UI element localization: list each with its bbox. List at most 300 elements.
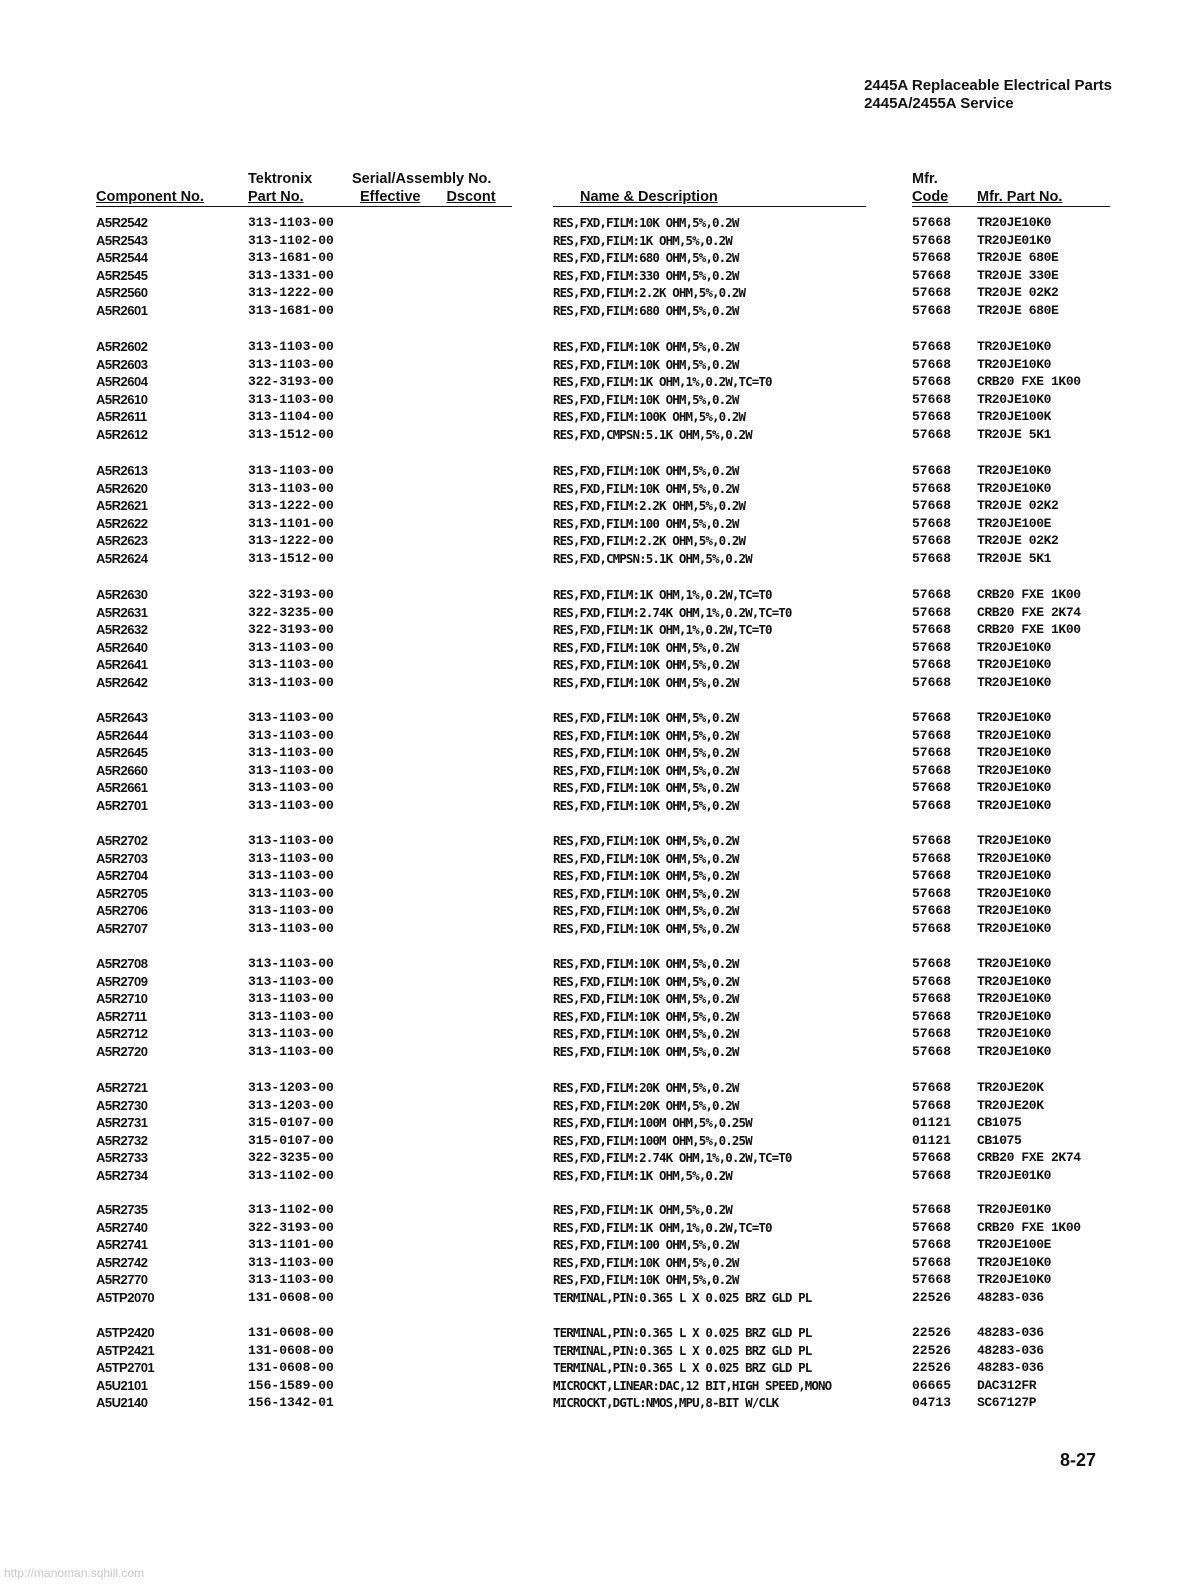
name-description: RES,FXD,FILM:10K OHM,5%,0.2W (553, 1272, 739, 1288)
parts-group (0, 462, 1200, 568)
table-row (0, 832, 1200, 850)
component-no: A5R2741 (96, 1237, 148, 1253)
tektronix-part-no: 322-3193-00 (248, 1219, 334, 1235)
mfr-code: 57668 (912, 339, 952, 354)
tektronix-part-no: 313-1103-00 (248, 1254, 334, 1270)
tektronix-part-no: 313-1203-00 (248, 1080, 334, 1095)
table-row (0, 1149, 1200, 1167)
mfr-code: 57668 (912, 285, 952, 301)
component-no: A5R2544 (96, 250, 148, 266)
mfr-code: 57668 (912, 232, 952, 248)
col-mfr-code: Mfr. Code (912, 171, 949, 205)
mfr-part-no: TR20JE10K0 (977, 639, 1052, 655)
mfr-part-no: TR20JE10K0 (977, 480, 1052, 496)
component-no: A5R2644 (96, 727, 148, 743)
table-row (0, 867, 1200, 885)
tektronix-part-no: 315-0107-00 (248, 1132, 334, 1148)
name-description: RES,FXD,FILM:330 OHM,5%,0.2W (553, 267, 739, 283)
tektronix-part-no: 313-1103-00 (248, 710, 334, 725)
name-description: RES,FXD,FILM:1K OHM,1%,0.2W,TC=T0 (553, 1219, 772, 1235)
parts-group (0, 832, 1200, 938)
table-row (0, 797, 1200, 815)
table-row (0, 1079, 1200, 1097)
mfr-code: 57668 (912, 1202, 952, 1217)
name-description: MICROCKT,LINEAR:DAC,12 BIT,HIGH SPEED,MONO (553, 1377, 832, 1393)
mfr-code: 57668 (912, 850, 952, 866)
mfr-code: 22526 (912, 1342, 952, 1358)
mfr-code: 57668 (912, 391, 952, 407)
mfr-part-no: TR20JE10K0 (977, 1008, 1052, 1024)
tektronix-part-no: 313-1103-00 (248, 391, 334, 407)
tektronix-part-no: 131-0608-00 (248, 1325, 334, 1340)
table-row (0, 1271, 1200, 1289)
component-no: A5R2705 (96, 885, 148, 901)
table-row (0, 1008, 1200, 1026)
header-subtitle: 2445A/2455A Service (864, 95, 1014, 112)
tektronix-part-no: 313-1681-00 (248, 302, 334, 318)
mfr-part-no: 48283-036 (977, 1360, 1044, 1376)
component-no: A5U2101 (96, 1377, 148, 1393)
component-no: A5R2610 (96, 391, 148, 407)
component-no: A5R2734 (96, 1167, 148, 1183)
name-description: RES,FXD,FILM:10K OHM,5%,0.2W (553, 991, 739, 1007)
tektronix-part-no: 313-1103-00 (248, 674, 334, 690)
name-description: RES,FXD,FILM:2.2K OHM,5%,0.2W (553, 498, 746, 514)
mfr-part-no: TR20JE10K0 (977, 1272, 1052, 1288)
tektronix-part-no: 313-1103-00 (248, 1026, 334, 1042)
mfr-part-no: TR20JE10K0 (977, 1026, 1052, 1042)
parts-group (0, 709, 1200, 815)
tektronix-part-no: 313-1103-00 (248, 1043, 334, 1059)
component-no: A5R2542 (96, 215, 148, 230)
tektronix-part-no: 313-1102-00 (248, 1202, 334, 1217)
col-name-description: Name & Description (580, 189, 718, 205)
table-row (0, 1254, 1200, 1272)
tektronix-part-no: 313-1203-00 (248, 1097, 334, 1113)
tektronix-part-no: 322-3193-00 (248, 622, 334, 638)
mfr-part-no: TR20JE 680E (977, 302, 1059, 318)
mfr-part-no: CRB20 FXE 2K74 (977, 1150, 1081, 1166)
table-row (0, 373, 1200, 391)
table-row (0, 1201, 1200, 1219)
mfr-code: 57668 (912, 1150, 952, 1166)
name-description: RES,FXD,FILM:10K OHM,5%,0.2W (553, 639, 739, 655)
tektronix-part-no: 313-1103-00 (248, 973, 334, 989)
table-row (0, 284, 1200, 302)
mfr-part-no: TR20JE10K0 (977, 710, 1052, 725)
mfr-part-no: TR20JE10K0 (977, 903, 1052, 919)
component-no: A5TP2420 (96, 1325, 155, 1340)
parts-group (0, 338, 1200, 444)
tektronix-part-no: 156-1342-01 (248, 1395, 334, 1411)
tektronix-part-no: 313-1103-00 (248, 833, 334, 848)
mfr-code: 57668 (912, 250, 952, 266)
name-description: RES,FXD,FILM:680 OHM,5%,0.2W (553, 250, 739, 266)
name-description: RES,FXD,FILM:2.74K OHM,1%,0.2W,TC=T0 (553, 1150, 792, 1166)
mfr-code: 22526 (912, 1360, 952, 1376)
component-no: A5R2770 (96, 1272, 148, 1288)
name-description: TERMINAL,PIN:0.365 L X 0.025 BRZ GLD PL (553, 1360, 812, 1376)
component-no: A5R2701 (96, 797, 148, 813)
component-no: A5R2560 (96, 285, 148, 301)
mfr-code: 57668 (912, 1026, 952, 1042)
name-description: RES,FXD,FILM:10K OHM,5%,0.2W (553, 1254, 739, 1270)
component-no: A5TP2701 (96, 1360, 155, 1376)
table-row (0, 550, 1200, 568)
mfr-part-no: CRB20 FXE 1K00 (977, 1219, 1081, 1235)
name-description: RES,FXD,FILM:10K OHM,5%,0.2W (553, 956, 739, 971)
mfr-part-no: TR20JE10K0 (977, 339, 1052, 354)
parts-group (0, 1201, 1200, 1307)
mfr-part-no: TR20JE10K0 (977, 833, 1052, 848)
component-no: A5R2740 (96, 1219, 148, 1235)
component-no: A5R2709 (96, 973, 148, 989)
table-row (0, 586, 1200, 604)
component-no: A5R2603 (96, 356, 148, 372)
name-description: RES,FXD,FILM:10K OHM,5%,0.2W (553, 973, 739, 989)
tektronix-part-no: 313-1103-00 (248, 657, 334, 673)
name-description: RES,FXD,FILM:10K OHM,5%,0.2W (553, 391, 739, 407)
mfr-code: 57668 (912, 903, 952, 919)
mfr-part-no: TR20JE10K0 (977, 797, 1052, 813)
mfr-part-no: TR20JE 02K2 (977, 498, 1059, 514)
name-description: RES,FXD,FILM:10K OHM,5%,0.2W (553, 657, 739, 673)
mfr-code: 57668 (912, 1237, 952, 1253)
tektronix-part-no: 313-1103-00 (248, 903, 334, 919)
name-description: RES,FXD,FILM:10K OHM,5%,0.2W (553, 1026, 739, 1042)
table-row (0, 232, 1200, 250)
mfr-part-no: TR20JE10K0 (977, 356, 1052, 372)
tektronix-part-no: 313-1681-00 (248, 250, 334, 266)
name-description: RES,FXD,FILM:2.74K OHM,1%,0.2W,TC=T0 (553, 604, 792, 620)
mfr-part-no: SC67127P (977, 1395, 1037, 1411)
mfr-part-no: TR20JE01K0 (977, 1167, 1052, 1183)
mfr-part-no: TR20JE10K0 (977, 762, 1052, 778)
mfr-part-no: TR20JE10K0 (977, 1254, 1052, 1270)
mfr-part-no: 48283-036 (977, 1325, 1044, 1340)
mfr-code: 04713 (912, 1395, 952, 1411)
tektronix-part-no: 313-1103-00 (248, 780, 334, 796)
table-row (0, 955, 1200, 973)
tektronix-part-no: 313-1103-00 (248, 956, 334, 971)
mfr-part-no: TR20JE10K0 (977, 1043, 1052, 1059)
component-no: A5R2611 (96, 409, 147, 425)
mfr-part-no: TR20JE10K0 (977, 868, 1052, 884)
mfr-part-no: TR20JE10K0 (977, 391, 1052, 407)
col-serial: Serial/Assembly No. Effective Dscont (352, 171, 496, 205)
name-description: RES,FXD,FILM:10K OHM,5%,0.2W (553, 833, 739, 848)
header-title: 2445A Replaceable Electrical Parts (864, 77, 1112, 94)
table-row (0, 249, 1200, 267)
name-description: RES,FXD,FILM:680 OHM,5%,0.2W (553, 302, 739, 318)
name-description: RES,FXD,FILM:10K OHM,5%,0.2W (553, 463, 739, 478)
table-row (0, 990, 1200, 1008)
component-no: A5R2721 (96, 1080, 148, 1095)
mfr-code: 57668 (912, 409, 952, 425)
mfr-code: 22526 (912, 1289, 952, 1305)
name-description: RES,FXD,FILM:10K OHM,5%,0.2W (553, 780, 739, 796)
mfr-code: 57668 (912, 1272, 952, 1288)
table-row (0, 604, 1200, 622)
component-no: A5R2623 (96, 533, 148, 549)
mfr-code: 57668 (912, 374, 952, 390)
name-description: RES,FXD,FILM:10K OHM,5%,0.2W (553, 745, 739, 761)
table-row (0, 462, 1200, 480)
name-description: RES,FXD,FILM:10K OHM,5%,0.2W (553, 710, 739, 725)
name-description: RES,FXD,FILM:10K OHM,5%,0.2W (553, 1043, 739, 1059)
name-description: RES,FXD,FILM:10K OHM,5%,0.2W (553, 850, 739, 866)
parts-group (0, 1079, 1200, 1185)
parts-group (0, 1324, 1200, 1412)
tektronix-part-no: 313-1101-00 (248, 1237, 334, 1253)
table-row (0, 480, 1200, 498)
table-row (0, 1394, 1200, 1412)
name-description: RES,FXD,FILM:2.2K OHM,5%,0.2W (553, 285, 746, 301)
component-no: A5R2621 (96, 498, 148, 514)
component-no: A5R2643 (96, 710, 148, 725)
component-no: A5R2641 (96, 657, 148, 673)
mfr-code: 57668 (912, 480, 952, 496)
tektronix-part-no: 315-0107-00 (248, 1115, 334, 1131)
mfr-code: 57668 (912, 797, 952, 813)
tektronix-part-no: 322-3235-00 (248, 604, 334, 620)
table-row (0, 727, 1200, 745)
table-row (0, 885, 1200, 903)
mfr-code: 57668 (912, 587, 952, 602)
name-description: RES,FXD,FILM:10K OHM,5%,0.2W (553, 674, 739, 690)
tektronix-part-no: 313-1103-00 (248, 991, 334, 1007)
mfr-part-no: TR20JE20K (977, 1097, 1044, 1113)
mfr-part-no: TR20JE10K0 (977, 463, 1052, 478)
component-no: A5R2703 (96, 850, 148, 866)
mfr-part-no: 48283-036 (977, 1342, 1044, 1358)
table-row (0, 302, 1200, 320)
mfr-code: 57668 (912, 267, 952, 283)
component-no: A5R2720 (96, 1043, 148, 1059)
table-row (0, 744, 1200, 762)
mfr-part-no: CRB20 FXE 1K00 (977, 374, 1081, 390)
table-row (0, 267, 1200, 285)
name-description: RES,FXD,FILM:10K OHM,5%,0.2W (553, 762, 739, 778)
mfr-code: 57668 (912, 356, 952, 372)
name-description: RES,FXD,FILM:10K OHM,5%,0.2W (553, 480, 739, 496)
component-no: A5R2731 (96, 1115, 148, 1131)
table-row (0, 1377, 1200, 1395)
table-row (0, 674, 1200, 692)
component-no: A5R2730 (96, 1097, 148, 1113)
mfr-code: 01121 (912, 1115, 952, 1131)
table-row (0, 656, 1200, 674)
mfr-part-no: TR20JE10K0 (977, 850, 1052, 866)
name-description: TERMINAL,PIN:0.365 L X 0.025 BRZ GLD PL (553, 1342, 812, 1358)
name-description: RES,FXD,FILM:100M OHM,5%,0.25W (553, 1115, 752, 1131)
component-no: A5R2661 (96, 780, 148, 796)
component-no: A5R2620 (96, 480, 148, 496)
table-row (0, 408, 1200, 426)
mfr-code: 57668 (912, 1080, 952, 1095)
table-row (0, 920, 1200, 938)
mfr-code: 57668 (912, 710, 952, 725)
component-no: A5R2711 (96, 1008, 147, 1024)
component-no: A5R2624 (96, 550, 148, 566)
mfr-code: 22526 (912, 1325, 952, 1340)
table-row (0, 426, 1200, 444)
component-no: A5R2642 (96, 674, 148, 690)
table-row (0, 391, 1200, 409)
mfr-code: 57668 (912, 780, 952, 796)
component-no: A5TP2070 (96, 1289, 155, 1305)
mfr-part-no: TR20JE10K0 (977, 657, 1052, 673)
mfr-part-no: TR20JE10K0 (977, 956, 1052, 971)
component-no: A5R2735 (96, 1202, 148, 1217)
component-no: A5U2140 (96, 1395, 148, 1411)
mfr-code: 57668 (912, 885, 952, 901)
tektronix-part-no: 313-1222-00 (248, 285, 334, 301)
mfr-part-no: TR20JE10K0 (977, 215, 1052, 230)
mfr-code: 57668 (912, 956, 952, 971)
name-description: RES,FXD,FILM:10K OHM,5%,0.2W (553, 727, 739, 743)
mfr-part-no: TR20JE01K0 (977, 232, 1052, 248)
mfr-part-no: CRB20 FXE 1K00 (977, 622, 1081, 638)
mfr-code: 57668 (912, 991, 952, 1007)
component-no: A5R2733 (96, 1150, 148, 1166)
component-no: A5R2631 (96, 604, 148, 620)
tektronix-part-no: 156-1589-00 (248, 1377, 334, 1393)
component-no: A5R2702 (96, 833, 148, 848)
tektronix-part-no: 313-1331-00 (248, 267, 334, 283)
table-row (0, 1324, 1200, 1342)
table-row (0, 1359, 1200, 1377)
component-no: A5TP2421 (96, 1342, 155, 1358)
mfr-code: 57668 (912, 1043, 952, 1059)
component-no: A5R2640 (96, 639, 148, 655)
component-no: A5R2612 (96, 426, 148, 442)
component-no: A5R2613 (96, 463, 148, 478)
mfr-part-no: CB1075 (977, 1132, 1022, 1148)
header-rule-left (96, 206, 512, 207)
mfr-code: 57668 (912, 1219, 952, 1235)
mfr-part-no: TR20JE 680E (977, 250, 1059, 266)
mfr-part-no: CRB20 FXE 2K74 (977, 604, 1081, 620)
mfr-code: 57668 (912, 426, 952, 442)
tektronix-part-no: 313-1103-00 (248, 639, 334, 655)
name-description: RES,FXD,FILM:10K OHM,5%,0.2W (553, 920, 739, 936)
tektronix-part-no: 313-1103-00 (248, 745, 334, 761)
table-row (0, 1025, 1200, 1043)
tektronix-part-no: 313-1103-00 (248, 339, 334, 354)
mfr-part-no: CRB20 FXE 1K00 (977, 587, 1081, 602)
mfr-code: 57668 (912, 533, 952, 549)
tektronix-part-no: 313-1103-00 (248, 463, 334, 478)
mfr-code: 57668 (912, 515, 952, 531)
mfr-code: 57668 (912, 727, 952, 743)
tektronix-part-no: 313-1103-00 (248, 920, 334, 936)
table-row (0, 762, 1200, 780)
component-no: A5R2710 (96, 991, 148, 1007)
tektronix-part-no: 313-1103-00 (248, 727, 334, 743)
table-row (0, 1043, 1200, 1061)
table-row (0, 1132, 1200, 1150)
name-description: RES,FXD,FILM:1K OHM,5%,0.2W (553, 1167, 732, 1183)
mfr-part-no: TR20JE100E (977, 1237, 1052, 1253)
mfr-code: 57668 (912, 762, 952, 778)
component-no: A5R2543 (96, 232, 148, 248)
header-rule-mid (553, 206, 866, 207)
component-no: A5R2604 (96, 374, 148, 390)
mfr-code: 57668 (912, 745, 952, 761)
mfr-part-no: TR20JE10K0 (977, 991, 1052, 1007)
name-description: RES,FXD,FILM:10K OHM,5%,0.2W (553, 885, 739, 901)
name-description: RES,FXD,FILM:1K OHM,1%,0.2W,TC=T0 (553, 374, 772, 390)
page-number: 8-27 (1060, 1450, 1097, 1470)
name-description: RES,FXD,FILM:10K OHM,5%,0.2W (553, 1008, 739, 1024)
tektronix-part-no: 313-1103-00 (248, 480, 334, 496)
table-row (0, 973, 1200, 991)
mfr-code: 57668 (912, 1167, 952, 1183)
mfr-part-no: TR20JE 5K1 (977, 426, 1052, 442)
name-description: RES,FXD,FILM:100 OHM,5%,0.2W (553, 1237, 739, 1253)
component-no: A5R2742 (96, 1254, 148, 1270)
mfr-part-no: TR20JE100E (977, 515, 1052, 531)
name-description: RES,FXD,FILM:1K OHM,5%,0.2W (553, 232, 732, 248)
mfr-code: 57668 (912, 1097, 952, 1113)
mfr-part-no: TR20JE 02K2 (977, 285, 1059, 301)
mfr-part-no: TR20JE10K0 (977, 920, 1052, 936)
mfr-part-no: TR20JE01K0 (977, 1202, 1052, 1217)
tektronix-part-no: 313-1103-00 (248, 356, 334, 372)
name-description: RES,FXD,FILM:10K OHM,5%,0.2W (553, 797, 739, 813)
mfr-part-no: TR20JE10K0 (977, 885, 1052, 901)
tektronix-part-no: 131-0608-00 (248, 1342, 334, 1358)
col-component: Component No. (96, 189, 204, 205)
name-description: RES,FXD,FILM:10K OHM,5%,0.2W (553, 903, 739, 919)
table-row (0, 621, 1200, 639)
tektronix-part-no: 322-3193-00 (248, 587, 334, 602)
mfr-part-no: TR20JE20K (977, 1080, 1044, 1095)
mfr-code: 57668 (912, 657, 952, 673)
tektronix-part-no: 313-1103-00 (248, 885, 334, 901)
component-no: A5R2622 (96, 515, 148, 531)
table-row (0, 1114, 1200, 1132)
name-description: RES,FXD,FILM:100M OHM,5%,0.25W (553, 1132, 752, 1148)
parts-group (0, 214, 1200, 320)
component-no: A5R2712 (96, 1026, 148, 1042)
mfr-part-no: TR20JE 330E (977, 267, 1059, 283)
name-description: RES,FXD,FILM:20K OHM,5%,0.2W (553, 1080, 739, 1095)
mfr-code: 57668 (912, 622, 952, 638)
tektronix-part-no: 322-3235-00 (248, 1150, 334, 1166)
tektronix-part-no: 313-1101-00 (248, 515, 334, 531)
mfr-part-no: TR20JE100K (977, 409, 1052, 425)
component-no: A5R2708 (96, 956, 148, 971)
mfr-code: 57668 (912, 674, 952, 690)
tektronix-part-no: 313-1102-00 (248, 232, 334, 248)
table-row (0, 1219, 1200, 1237)
mfr-part-no: TR20JE 5K1 (977, 550, 1052, 566)
component-no: A5R2732 (96, 1132, 148, 1148)
running-header (864, 77, 1112, 113)
tektronix-part-no: 322-3193-00 (248, 374, 334, 390)
mfr-code: 57668 (912, 973, 952, 989)
component-no: A5R2707 (96, 920, 148, 936)
tektronix-part-no: 313-1512-00 (248, 426, 334, 442)
component-no: A5R2602 (96, 339, 148, 354)
tektronix-part-no: 131-0608-00 (248, 1289, 334, 1305)
component-no: A5R2645 (96, 745, 148, 761)
name-description: MICROCKT,DGTL:NMOS,MPU,8-BIT W/CLK (553, 1395, 779, 1411)
mfr-part-no: TR20JE10K0 (977, 674, 1052, 690)
tektronix-part-no: 313-1222-00 (248, 533, 334, 549)
